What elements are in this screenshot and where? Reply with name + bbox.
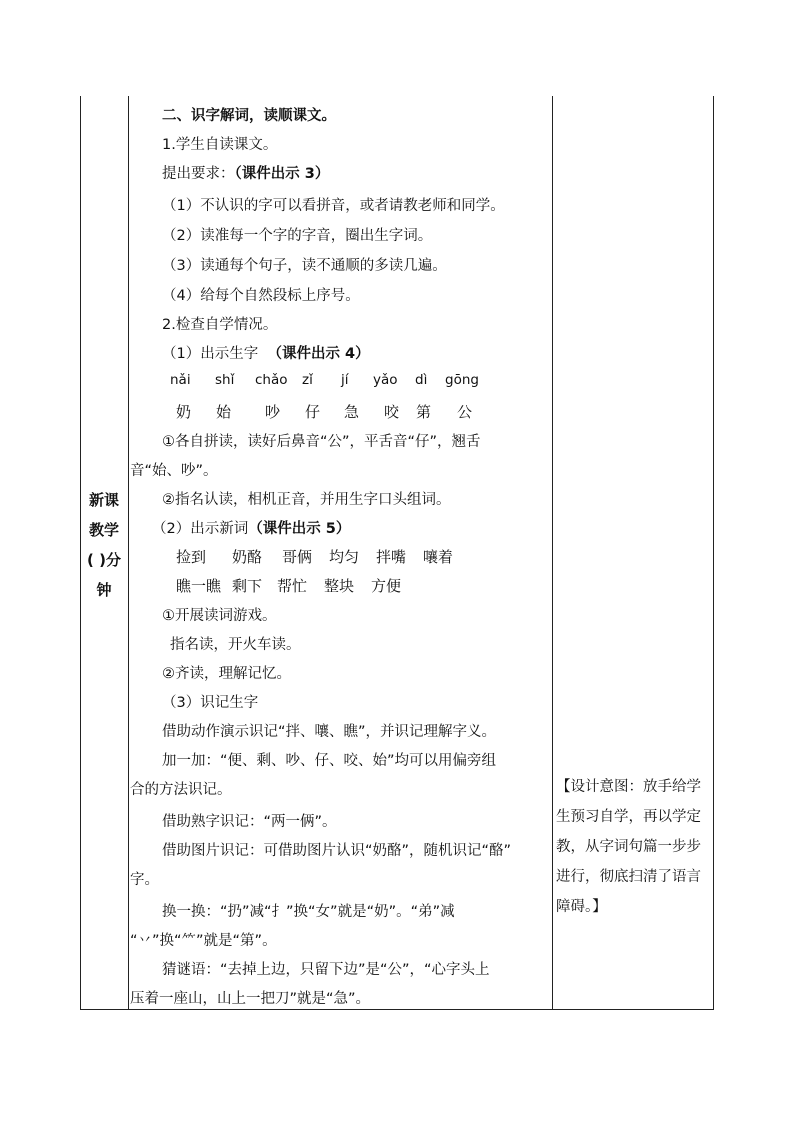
method-5-line-1: 换一换：“扔”减“扌”换“女”就是“奶”。“弟”减 [162, 904, 455, 920]
game-1: ①开展读词游戏。 [162, 608, 277, 624]
character-item: 咬 [384, 403, 400, 421]
method-5-line-2: “丷”换“⺮”就是“第”。 [130, 933, 277, 949]
requirement-2: （2）读准每一个字的字音，圈出生字词。 [162, 228, 433, 244]
section-label-line-4: 钟 [96, 581, 112, 599]
design-intent-note: 【设计意图：放手给学生预习自学，再以学定教，从字词句篇一步步进行，彻底扫清了语言障碍。】 [556, 779, 701, 915]
method-4-line-2: 字。 [130, 872, 159, 888]
table-border-bottom [80, 1009, 714, 1010]
requirements-line [162, 162, 329, 183]
word-item: 捡到 [176, 548, 207, 566]
requirements-ref: （课件出示 3） [234, 166, 330, 182]
step-2: 2.检查自学情况。 [162, 317, 278, 333]
sub-step-3: （3）识记生字 [162, 695, 259, 711]
character-item: 始 [216, 403, 232, 421]
pinyin-item: yǎo [373, 372, 398, 388]
method-3: 借助熟字识记：“两一俩”。 [162, 814, 337, 830]
table-divider-2 [552, 96, 553, 1010]
sub-step-1 [162, 342, 370, 363]
tip-1-line-1: ①各自拼读，读好后鼻音“公”，平舌音“仔”，翘舌 [162, 434, 481, 450]
table-divider-1 [128, 96, 129, 1010]
character-row [176, 401, 472, 422]
word-item: 均匀 [329, 548, 360, 566]
game-1-detail: 指名读，开火车读。 [170, 637, 301, 653]
word-item: 嚷着 [423, 548, 454, 566]
method-6-line-2: 压着一座山，山上一把刀”就是“急”。 [130, 991, 371, 1007]
tip-1-line-2: 音“始、吵”。 [130, 463, 218, 479]
character-item: 急 [344, 403, 360, 421]
character-item: 吵 [265, 403, 281, 421]
sub-step-2-ref: （课件出示 5） [248, 521, 351, 537]
sub-step-1-prefix: （1）出示生字 [162, 346, 259, 362]
pinyin-item: dì [415, 372, 428, 388]
word-item: 剩下 [232, 577, 263, 595]
table-border-right [713, 96, 714, 1010]
character-item: 仔 [305, 403, 321, 421]
word-item: 整块 [324, 577, 355, 595]
step-1: 1.学生自读课文。 [162, 137, 278, 153]
character-item: 奶 [176, 403, 192, 421]
pinyin-item: jí [341, 372, 349, 388]
word-item: 方便 [371, 577, 402, 595]
method-4-line-1: 借助图片识记：可借助图片认识“奶酪”，随机识记“酪” [162, 843, 512, 859]
pinyin-item: chǎo [255, 372, 288, 388]
pinyin-item: gōng [445, 372, 479, 388]
words-row-1 [176, 546, 453, 567]
requirement-3: （3）读通每个句子，读不通顺的多读几遍。 [162, 258, 447, 274]
character-item: 第 [416, 403, 432, 421]
section-label-line-3: ( )分 [87, 551, 121, 569]
requirement-1: （1）不认识的字可以看拼音，或者请教老师和同学。 [162, 198, 505, 214]
pinyin-item: shǐ [215, 372, 235, 388]
words-row-2 [176, 575, 401, 596]
requirements-prefix: 提出要求： [162, 166, 235, 182]
sub-step-2 [152, 517, 350, 538]
section-label-line-2: 教学 [88, 521, 119, 539]
pinyin-item: nǎi [170, 372, 191, 388]
word-item: 拌嘴 [376, 548, 407, 566]
method-2-line-1: 加一加：“便、剩、吵、仔、咬、始”均可以用偏旁组 [162, 753, 497, 769]
section-heading: 二、识字解词，读顺课文。 [162, 108, 336, 124]
sub-step-1-ref: （课件出示 4） [267, 346, 370, 362]
method-1: 借助动作演示识记“拌、嚷、瞧”，并识记理解字义。 [162, 724, 497, 740]
section-label-line-1: 新课 [88, 491, 119, 509]
word-item: 奶酪 [232, 548, 263, 566]
tip-2: ②指名认读，相机正音，并用生字口头组词。 [162, 492, 451, 508]
game-2: ②齐读，理解记忆。 [162, 666, 291, 682]
pinyin-row [170, 372, 479, 388]
word-item: 哥俩 [282, 548, 313, 566]
method-2-line-2: 合的方法识记。 [130, 782, 232, 798]
sub-step-2-prefix: （2）出示新词 [152, 521, 249, 537]
word-item: 瞧一瞧 [176, 577, 222, 595]
requirement-4: （4）给每个自然段标上序号。 [162, 288, 360, 304]
pinyin-item: zǐ [302, 372, 313, 388]
character-item: 公 [457, 403, 473, 421]
section-label [80, 488, 128, 608]
method-6-line-1: 猜谜语：“去掉上边，只留下边”是“公”，“心字头上 [162, 962, 490, 978]
word-item: 帮忙 [277, 577, 308, 595]
